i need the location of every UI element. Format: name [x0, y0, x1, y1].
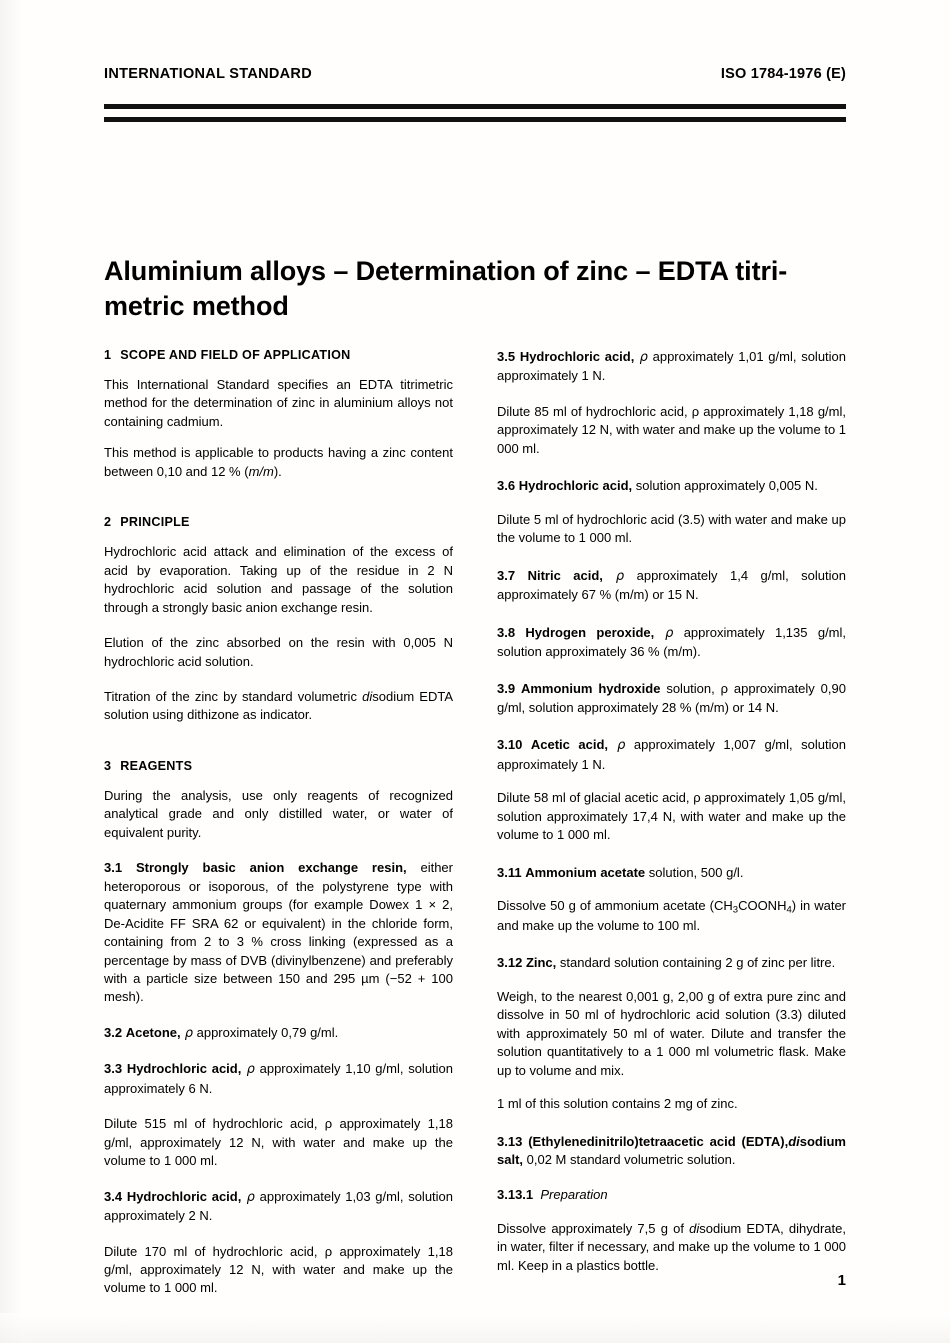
reagent-item-3-9 — [497, 680, 846, 717]
reagent-desc-3-8: approximately 1,135 g/ml, solution approximately 36 % (m/m). — [497, 624, 847, 659]
reagent-name-3-7: Nitric acid, — [527, 567, 603, 583]
header-rule-top — [104, 104, 846, 109]
rho-symbol-3-3: ρ — [241, 1062, 255, 1078]
reagent-name-3-12: Zinc, — [525, 955, 557, 971]
reagent-name-3-5: Hydrochloric acid, — [519, 349, 635, 364]
reagent-name-3-6: Hydrochloric acid, — [518, 478, 633, 494]
scan-edge-bottom — [0, 1313, 950, 1343]
reagent-number-3-2: 3.2 — [104, 1024, 123, 1040]
formula-subscript-4: 4 — [786, 904, 792, 916]
reagent-desc-3-4: approximately 1,03 g/ml, solution approximately 2 N. — [104, 1188, 454, 1224]
paragraph-principle-3-italic: di — [362, 688, 373, 704]
reagent-item-3-13 — [497, 1133, 846, 1170]
paragraph-scope-1: This International Standard specifies an EDTA titrimetric method for the determination of zinc in aluminium alloys not containing cadmium. — [104, 377, 453, 429]
reagent-item-3-6 — [497, 477, 846, 495]
subsection-number-3-13-1: 3.13.1 — [497, 1187, 534, 1203]
section-heading-3 — [104, 759, 453, 773]
reagent-desc-3-3: approximately 1,10 g/ml, solution approximately 6 N. — [104, 1061, 454, 1096]
reagent-name-3-9: Ammonium hydroxide — [520, 681, 661, 697]
reagent-item-3-12 — [497, 954, 846, 972]
section-heading-1 — [104, 348, 453, 362]
section-number-3: 3 — [104, 758, 112, 773]
reagent-item-3-1 — [104, 859, 453, 1007]
reagent-number-3-3: 3.3 — [104, 1061, 123, 1077]
paragraph-reagents-intro: During the analysis, use only reagents of recognized analytical grade and only distilled water, or water of equivalent purity. — [104, 787, 453, 840]
reagent-body-3-4: Dilute 170 ml of hydrochloric acid, ρ approximately 1,18 g/ml, approximately 12 N, with water and make up the volume to 1 000 ml. — [104, 1243, 453, 1296]
reagent-body-3-3: Dilute 515 ml of hydrochloric acid, ρ approximately 1,18 g/ml, approximately 12 N, with water and make up the volume to 1 000 ml. — [104, 1116, 453, 1169]
reagent-name-3-13-a: (Ethylenedinitrilo)tetraacetic acid (EDTA), — [528, 1133, 789, 1149]
page-title-line-2: metric method — [104, 291, 289, 322]
reagent-desc-3-13: 0,02 M standard volumetric solution. — [523, 1152, 736, 1167]
paragraph-principle-2: Elution of the zinc absorbed on the resin with 0,005 N hydrochloric acid solution. — [104, 635, 453, 669]
page-header — [104, 66, 846, 82]
reagent-body-3-11-c: ) in water and make up the volume to 100 ml. — [497, 898, 847, 933]
paragraph-scope-2-b: ). — [273, 463, 282, 479]
reagent-desc-3-6: solution approximately 0,005 N. — [632, 478, 818, 494]
reagent-name-3-8: Hydrogen peroxide, — [525, 624, 655, 640]
reagent-number-3-1: 3.1 — [104, 860, 123, 876]
page-title — [104, 254, 824, 324]
reagent-name-3-3: Hydrochloric acid, — [126, 1061, 242, 1077]
paragraph-principle-3-a: Titration of the zinc by standard volumetric — [104, 688, 363, 704]
left-column — [104, 348, 453, 1311]
reagent-item-3-5 — [497, 348, 846, 386]
page-number: 1 — [837, 1272, 846, 1289]
reagent-item-3-11 — [497, 864, 846, 882]
reagent-item-3-3 — [104, 1060, 453, 1098]
reagent-name-3-11: Ammonium acetate — [525, 864, 646, 880]
rho-symbol-3-10: ρ — [608, 738, 626, 754]
paragraph-principle-3 — [104, 688, 453, 725]
reagent-number-3-7: 3.7 — [497, 567, 516, 583]
rho-symbol-3-7: ρ — [602, 568, 625, 584]
reagent-number-3-5: 3.5 — [497, 349, 516, 364]
rho-symbol-3-2: ρ — [180, 1025, 193, 1041]
reagent-number-3-11: 3.11 — [497, 864, 522, 880]
rho-symbol-3-4: ρ — [241, 1189, 255, 1205]
reagent-desc-3-2: approximately 0,79 g/ml. — [193, 1024, 339, 1040]
reagent-name-3-10: Acetic acid, — [530, 737, 609, 753]
section-number-1: 1 — [104, 348, 112, 362]
paragraph-scope-2-a: This method is applicable to products having a zinc content between 0,10 and 12 % ( — [104, 445, 453, 479]
reagent-number-3-9: 3.9 — [497, 681, 516, 697]
paragraph-principle-3-b: sodium EDTA solution using dithizone as indicator. — [104, 688, 453, 723]
page-title-line-1: Aluminium alloys – Determination of zinc – EDTA titri- — [104, 256, 788, 287]
reagent-item-3-4 — [104, 1188, 453, 1226]
reagent-number-3-6: 3.6 — [497, 478, 516, 494]
subsection-body-3-13-1 — [497, 1220, 846, 1275]
formula-subscript-3: 3 — [732, 904, 739, 916]
reagent-name-3-4: Hydrochloric acid, — [126, 1188, 242, 1204]
reagent-body-3-12: Weigh, to the nearest 0,001 g, 2,00 g of extra pure zinc and dissolve in 50 ml of hydrochloric acid solution (3.3) diluted with approximately 50 ml of water. Dilute and transfer the solution quantitatively to a 1 000 ml volumetric flask. Make up to volume and mix. — [497, 988, 846, 1078]
reagent-number-3-12: 3.12 — [497, 955, 523, 971]
paragraph-scope-2-italic: m/m — [248, 463, 274, 479]
reagent-item-3-2 — [104, 1024, 453, 1043]
section-title-2: PRINCIPLE — [120, 515, 190, 530]
reagent-item-3-8 — [497, 624, 846, 662]
reagent-name-3-2: Acetone, — [125, 1024, 181, 1040]
subsection-body-3-13-1-b: sodium EDTA, dihydrate, in water, filter if necessary, and make up the volume to 1 000 ml. Keep in a plastics bottle. — [497, 1220, 846, 1273]
reagent-number-3-8: 3.8 — [497, 624, 516, 640]
right-column — [497, 348, 846, 1311]
standard-type-label: INTERNATIONAL STANDARD — [104, 66, 312, 82]
rho-symbol-3-5: ρ — [634, 350, 648, 365]
reagent-number-3-13: 3.13 — [497, 1133, 523, 1149]
reagent-number-3-10: 3.10 — [497, 737, 523, 753]
section-heading-2 — [104, 515, 453, 529]
section-title-3: REAGENTS — [120, 758, 193, 773]
reagent-body-3-11-b: COONH — [738, 898, 787, 914]
reagent-body-3-11-a: Dissolve 50 g of ammonium acetate (CH — [497, 898, 733, 914]
two-column-body — [104, 348, 846, 1311]
reagent-desc-3-9: solution, ρ approximately 0,90 g/ml, solution approximately 28 % (m/m) or 14 N. — [497, 681, 846, 715]
reagent-desc-3-11: solution, 500 g/l. — [645, 864, 744, 880]
reagent-desc-3-12: standard solution containing 2 g of zinc per litre. — [556, 955, 836, 971]
reagent-name-3-1: Strongly basic anion exchange resin, — [135, 860, 407, 876]
standard-reference-label: ISO 1784-1976 (E) — [720, 66, 846, 82]
reagent-desc-3-7: approximately 1,4 g/ml, solution approximately 67 % (m/m) or 15 N. — [497, 567, 846, 603]
reagent-desc-3-1: either heteroporous or isoporous, of the polystyrene type with quaternary ammonium groups (for example Dowex 1 × 2, De-Acidite FF SRA 62 or equivalent) in the chloride form, containing from 2 to 3 % cross linking (expressed as a percentage by mass of DVB (divinylbenzene) and preferably with a particle size between 150 and 295 µm (−52 + 100 mesh). — [104, 860, 453, 1005]
paragraph-principle-1: Hydrochloric acid attack and elimination of the excess of acid by evaporation. Taking up of the residue in 2 N hydrochloric acid solution and passage of the solution through a strongly basic anion exchange resin. — [104, 544, 453, 615]
subsection-body-3-13-1-italic: di — [689, 1220, 700, 1236]
section-number-2: 2 — [104, 515, 112, 530]
reagent-number-3-4: 3.4 — [104, 1188, 123, 1204]
header-rule-bottom — [104, 117, 846, 122]
reagent-name-3-13-italic: di — [788, 1133, 800, 1149]
paragraph-scope-2 — [104, 444, 453, 481]
scan-edge-left — [0, 0, 26, 1343]
subsection-title-3-13-1: Preparation — [540, 1187, 608, 1203]
reagent-item-3-10 — [497, 736, 846, 774]
reagent-desc-3-10: approximately 1,007 g/ml, solution approximately 1 N. — [497, 737, 846, 772]
subsection-heading-3-13-1 — [497, 1186, 846, 1204]
reagent-name-3-13-b: sodium salt, — [497, 1133, 846, 1167]
reagent-body-3-11 — [497, 897, 846, 935]
rho-symbol-3-8: ρ — [654, 625, 674, 641]
reagent-note-3-12: 1 ml of this solution contains 2 mg of zinc. — [497, 1096, 738, 1112]
reagent-body-3-6: Dilute 5 ml of hydrochloric acid (3.5) with water and make up the volume to 1 000 ml. — [497, 511, 846, 546]
reagent-body-3-5: Dilute 85 ml of hydrochloric acid, ρ approximately 1,18 g/ml, approximately 12 N, with water and make up the volume to 1 000 ml. — [497, 403, 847, 456]
subsection-body-3-13-1-a: Dissolve approximately 7,5 g of — [497, 1220, 690, 1236]
reagent-item-3-7 — [497, 567, 846, 605]
reagent-body-3-10: Dilute 58 ml of glacial acetic acid, ρ approximately 1,05 g/ml, solution approximately 17,4 N, with water and make up the volume to 1 000 ml. — [497, 790, 846, 843]
section-title-1: SCOPE AND FIELD OF APPLICATION — [120, 348, 351, 362]
reagent-desc-3-5: approximately 1,01 g/ml, solution approximately 1 N. — [497, 349, 847, 384]
